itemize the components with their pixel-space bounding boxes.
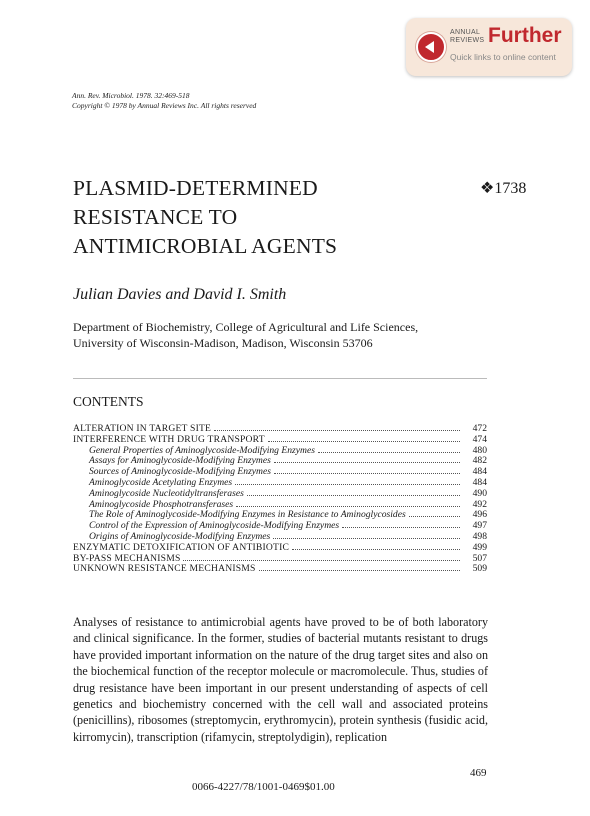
toc-leader-dots [273, 538, 460, 539]
toc-entry-label: ALTERATION IN TARGET SITE [73, 424, 212, 434]
article-code: 0066-4227/78/1001-0469$01.00 [192, 781, 335, 793]
toc-entry-label: Control of the Expression of Aminoglycoside-Modifying Enzymes [89, 521, 340, 532]
toc-leader-dots [409, 516, 460, 517]
further-badge[interactable] [406, 18, 572, 76]
toc-entry-page: 497 [472, 520, 487, 532]
toc-entry[interactable] [73, 554, 487, 565]
toc-entry-label: The Role of Aminoglycoside-Modifying Enzymes in Resistance to Aminoglycosides [89, 510, 406, 521]
page-number: 469 [470, 767, 487, 779]
toc-entry[interactable] [73, 467, 487, 478]
toc-entry[interactable] [73, 489, 487, 500]
toc-leader-dots [235, 484, 460, 485]
toc-leader-dots [292, 549, 460, 550]
toc-entry-page: 480 [472, 444, 487, 456]
further-wordmark: Further [488, 24, 562, 47]
toc-entry[interactable] [73, 478, 487, 489]
author-affiliation: Department of Biochemistry, College of Agricultural and Life Sciences, University of Wisconsin-Madison, Madison, Wisconsin 53706 [73, 320, 419, 350]
toc-leader-dots [274, 462, 460, 463]
table-of-contents [73, 424, 487, 575]
toc-entry-label: Sources of Aminoglycoside-Modifying Enzymes [89, 467, 271, 478]
toc-entry[interactable] [73, 521, 487, 532]
body-paragraph: Analyses of resistance to antimicrobial agents have proved to be of both laboratory and clinical significance. In the former, studies of bacterial mutants resistant to drugs have provided important information on the nature of the drug target sites and also on the biochemical function of the receptor molecule or macromolecule. Thus, studies of drug resistance have been important in our present understanding of aspects of cell genetics and biochemistry concerned with the cell wall and associated proteins (penicillins), ribosomes (streptomycin, erythromycin), protein synthesis (fusidic acid, kirromycin), transcription (rifamycin, streptolydigin), replication [73, 615, 488, 744]
toc-entry-page: 472 [472, 423, 487, 434]
toc-leader-dots [247, 495, 460, 496]
title-line: ANTIMICROBIAL AGENTS [73, 234, 338, 258]
article-title [73, 174, 337, 261]
toc-leader-dots [318, 452, 460, 453]
toc-entry-page: 498 [472, 530, 487, 542]
toc-entry-label: Aminoglycoside Nucleotidyltransferases [89, 488, 244, 499]
toc-entry-page: 492 [472, 498, 487, 510]
toc-leader-dots [259, 570, 460, 571]
toc-entry[interactable] [73, 510, 487, 521]
title-line: PLASMID-DETERMINED [73, 176, 318, 200]
toc-entry[interactable] [73, 543, 487, 554]
toc-entry-page: 499 [472, 541, 487, 553]
toc-leader-dots [183, 560, 460, 561]
toc-entry-page: 507 [472, 552, 487, 564]
toc-entry-label: Aminoglycoside Phosphotransferases [89, 499, 234, 510]
toc-entry[interactable] [73, 424, 487, 435]
toc-entry[interactable] [73, 564, 487, 575]
toc-entry-label: General Properties of Aminoglycoside-Modifying Enzymes [89, 445, 315, 456]
toc-entry[interactable] [73, 456, 487, 467]
further-tagline: Quick links to online content [450, 52, 556, 62]
toc-entry-label: BY-PASS MECHANISMS [73, 553, 181, 564]
toc-entry-page: 484 [472, 466, 487, 478]
toc-entry[interactable] [73, 446, 487, 457]
toc-entry-page: 496 [472, 509, 487, 521]
article-authors: Julian Davies and David I. Smith [73, 286, 287, 303]
toc-leader-dots [342, 527, 460, 528]
toc-entry-label: UNKNOWN RESISTANCE MECHANISMS [73, 564, 256, 575]
toc-entry-page: 509 [472, 563, 487, 575]
toc-leader-dots [236, 506, 460, 507]
toc-entry-label: Origins of Aminoglycoside-Modifying Enzymes [89, 531, 271, 542]
toc-entry-page: 490 [472, 487, 487, 499]
article-id-mark: ❖1738 [480, 180, 527, 197]
toc-entry-page: 484 [472, 476, 487, 488]
toc-leader-dots [214, 430, 460, 431]
play-icon[interactable] [416, 32, 446, 62]
toc-entry-page: 482 [472, 455, 487, 467]
toc-entry-label: ENZYMATIC DETOXIFICATION OF ANTIBIOTIC [73, 542, 290, 553]
contents-heading: CONTENTS [73, 394, 144, 409]
journal-citation: Ann. Rev. Microbiol. 1978. 32:469-518 Copyright © 1978 by Annual Reviews Inc. All rights reserved [72, 91, 257, 110]
toc-entry-label: Aminoglycoside Acetylating Enzymes [89, 477, 233, 488]
section-divider [73, 378, 487, 379]
toc-entry[interactable] [73, 500, 487, 511]
toc-entry-label: INTERFERENCE WITH DRUG TRANSPORT [73, 434, 265, 445]
toc-leader-dots [274, 473, 460, 474]
toc-leader-dots [268, 441, 460, 442]
toc-entry[interactable] [73, 532, 487, 543]
toc-entry-page: 474 [472, 433, 487, 445]
toc-entry[interactable] [73, 435, 487, 446]
annual-reviews-logo-text: ANNUAL REVIEWS [450, 29, 485, 44]
toc-entry-label: Assays for Aminoglycoside-Modifying Enzymes [89, 456, 271, 467]
title-line: RESISTANCE TO [73, 205, 238, 229]
